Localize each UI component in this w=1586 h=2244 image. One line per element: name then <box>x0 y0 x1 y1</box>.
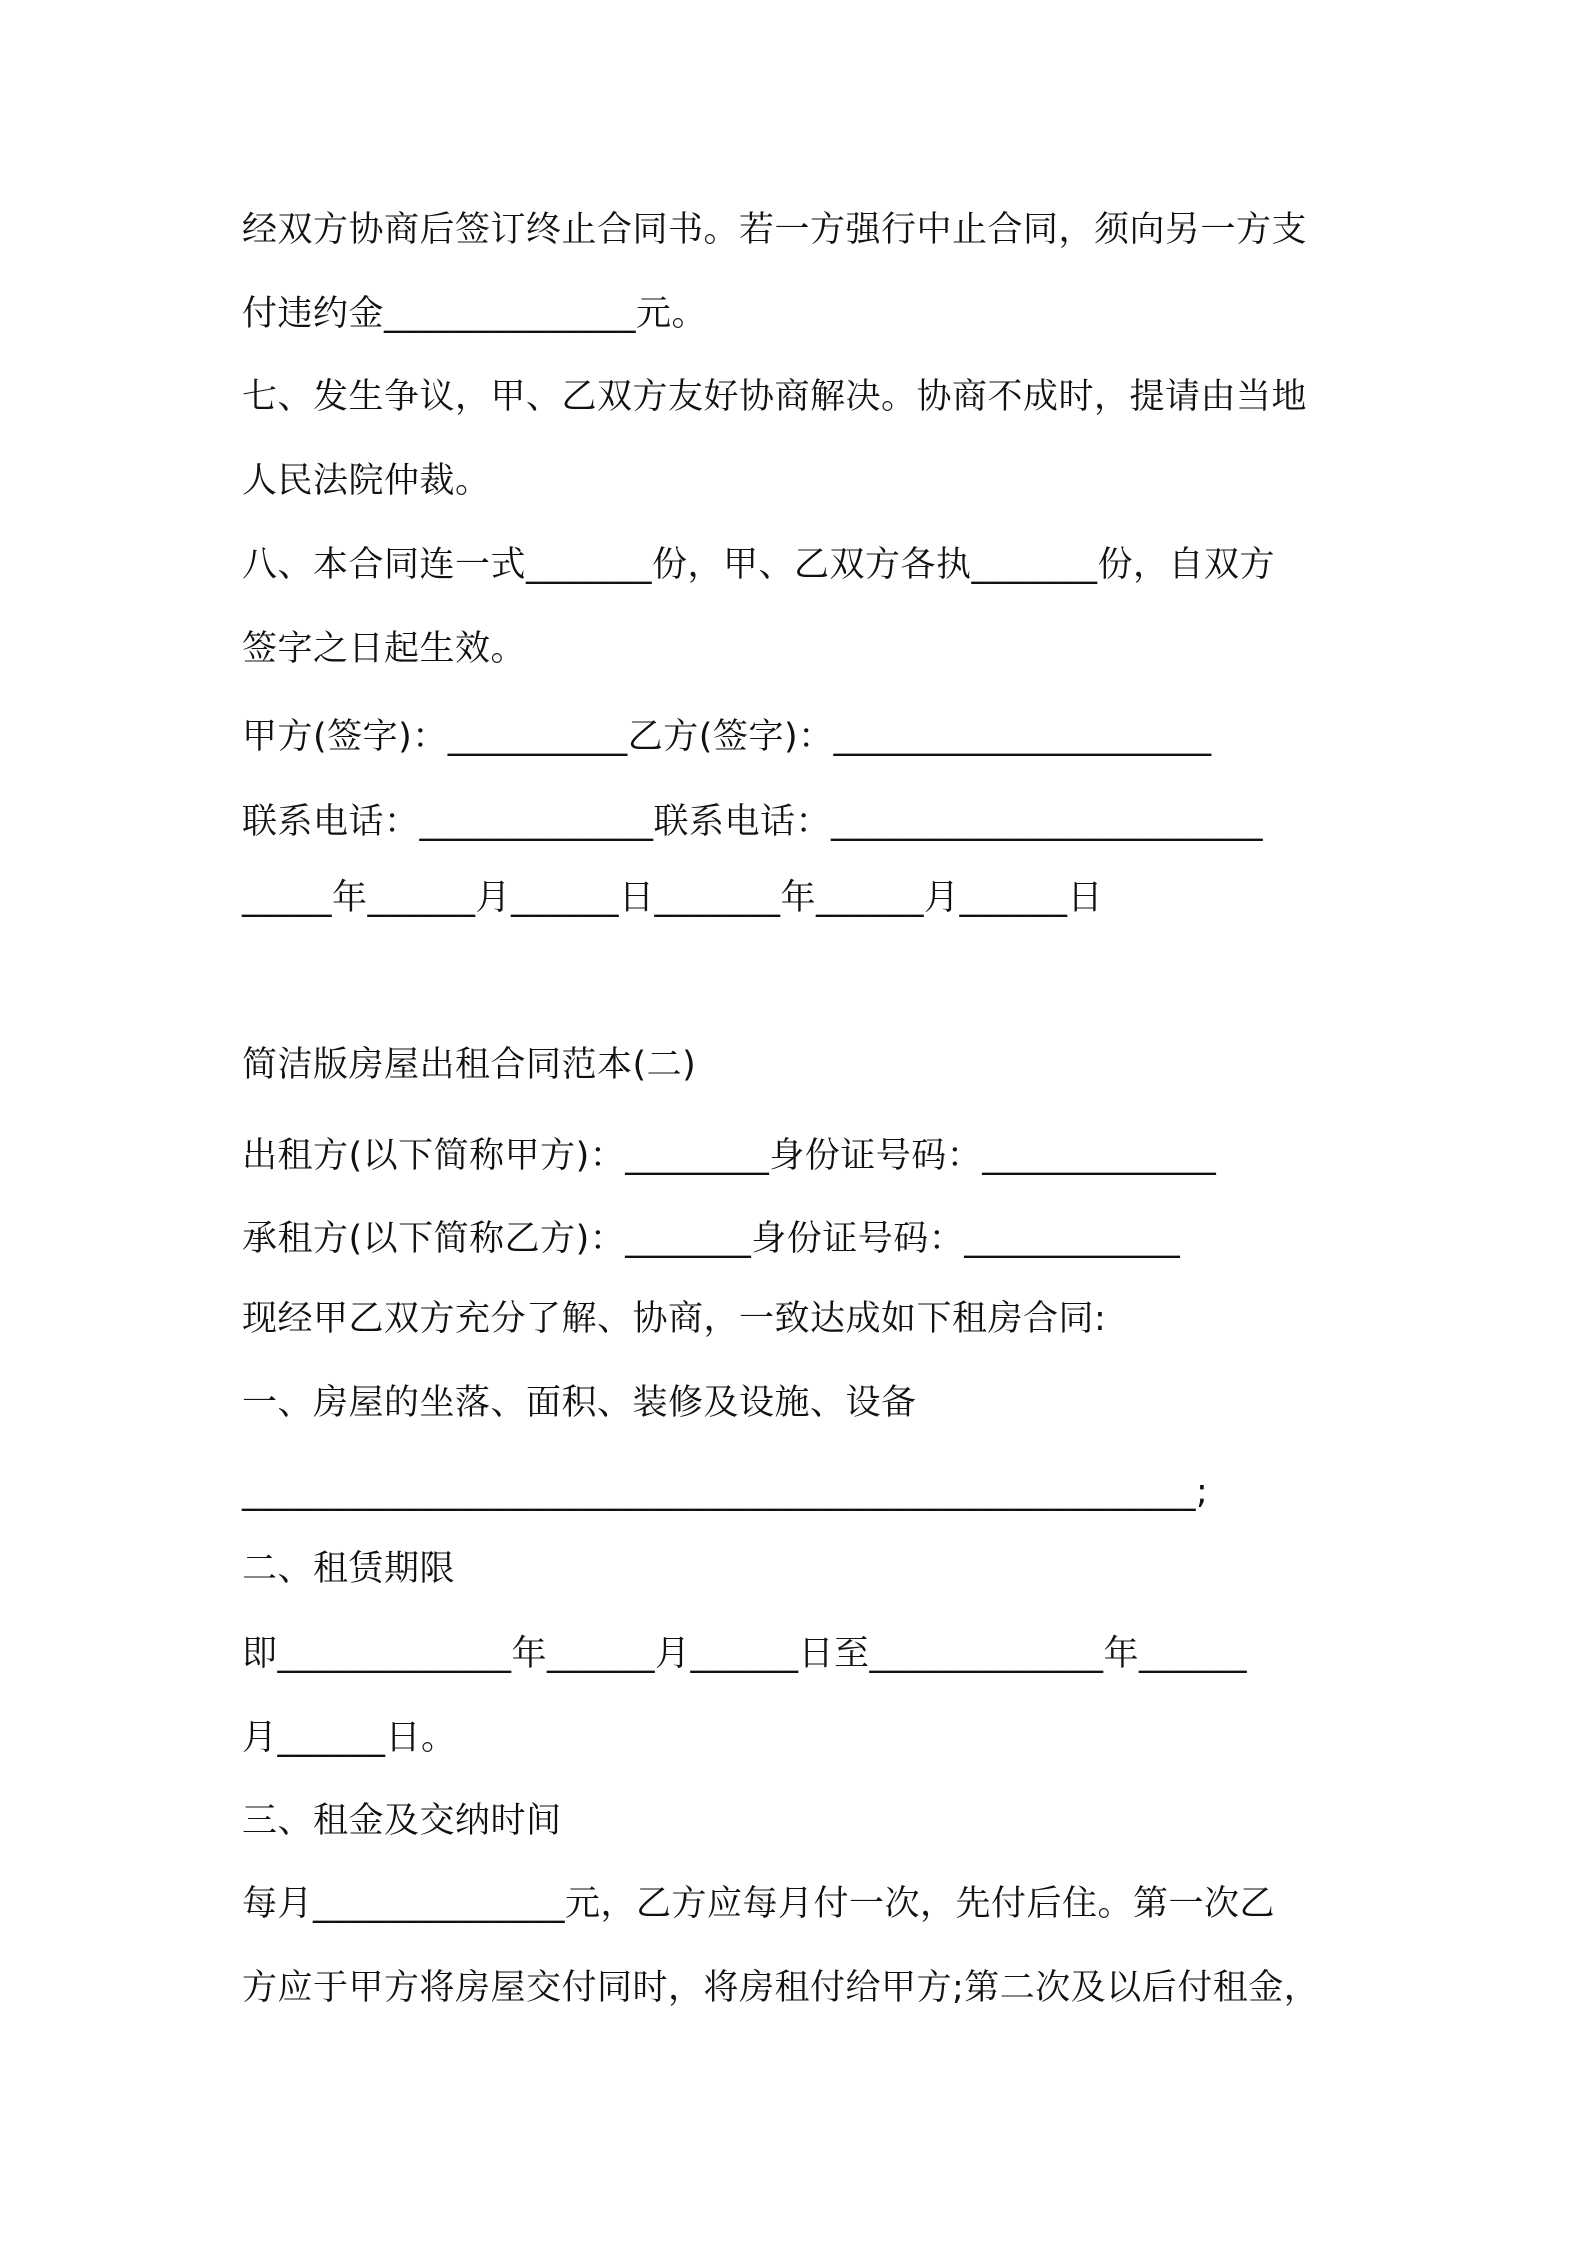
text-line: 一、房屋的坐落、面积、装修及设施、设备 <box>242 1383 917 1423</box>
phone-line: 联系电话：_____________联系电话：________________________ <box>242 802 1264 842</box>
signature-line: 甲方(签字)：__________乙方(签字)：_____________________ <box>242 717 1212 757</box>
text-line: 二、租赁期限 <box>242 1549 456 1589</box>
text-line: 出租方(以下简称甲方)：________身份证号码：_____________ <box>242 1136 1217 1176</box>
text-line: 签字之日起生效。 <box>242 629 527 669</box>
text-line: 现经甲乙双方充分了解、协商，一致达成如下租房合同: <box>242 1299 1107 1339</box>
text-line: 即_____________年______月______日至_____________年______ <box>242 1634 1248 1674</box>
text-line: 经双方协商后签订终止合同书。若一方强行中止合同，须向另一方支 <box>242 210 1308 250</box>
text-line: 付违约金______________元。 <box>242 294 708 334</box>
text-line: 八、本合同连一式_______份，甲、乙双方各执_______份，自双方 <box>242 545 1276 585</box>
text-line: 月______日。 <box>242 1718 457 1758</box>
text-line: 三、租金及交纳时间 <box>242 1801 562 1841</box>
section-title: 简洁版房屋出租合同范本(二) <box>242 1045 697 1085</box>
date-line: _____年______月______日_______年______月______日 <box>242 878 1104 918</box>
blank-line: _____________________________________________________; <box>242 1472 1209 1512</box>
text-line: 承租方(以下简称乙方)：_______身份证号码：____________ <box>242 1219 1181 1259</box>
text-line: 每月______________元，乙方应每月付一次，先付后住。第一次乙 <box>242 1884 1276 1924</box>
text-line: 人民法院仲裁。 <box>242 461 491 501</box>
text-line: 七、发生争议，甲、乙双方友好协商解决。协商不成时，提请由当地 <box>242 377 1308 417</box>
text-line: 方应于甲方将房屋交付同时，将房租付给甲方;第二次及以后付租金， <box>242 1968 1320 2008</box>
